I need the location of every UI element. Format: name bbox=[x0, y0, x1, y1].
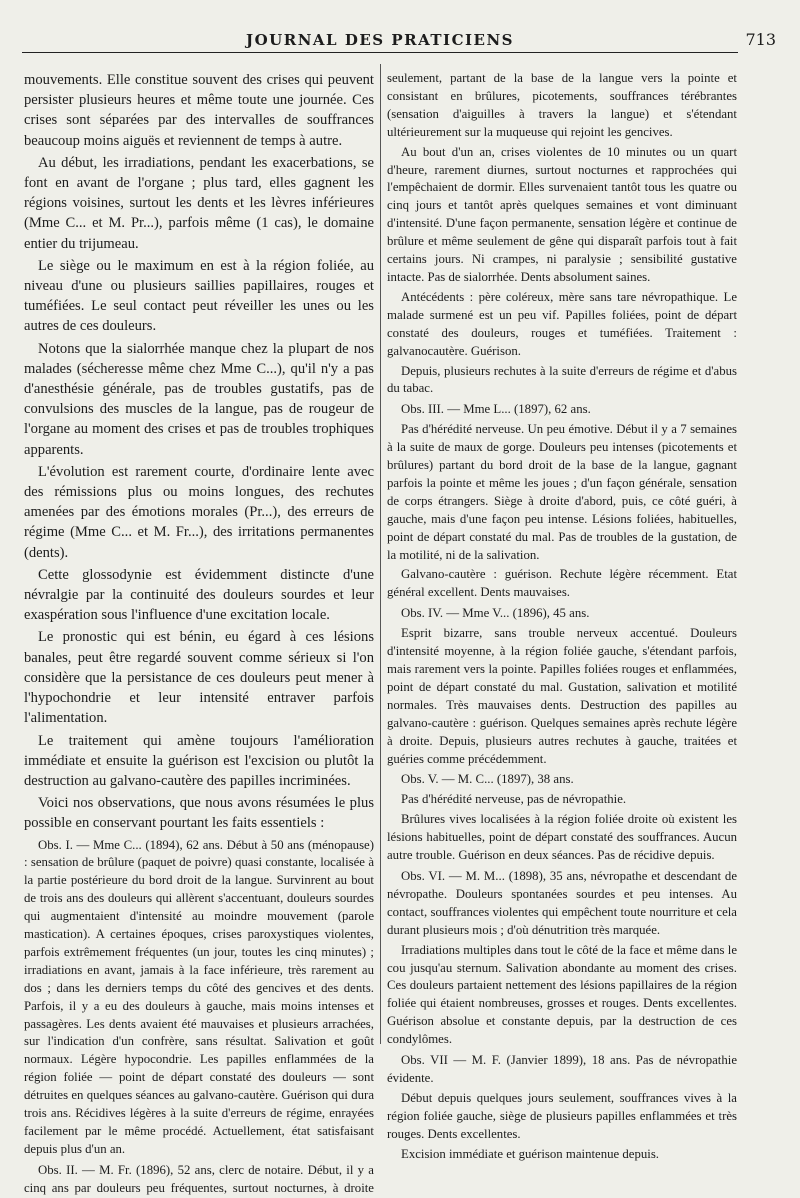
paragraph: Pas d'hérédité nerveuse. Un peu émotive. Début il y a 7 semaines à la suite de maux de gorge. Douleurs peu intenses (picotements et brûlures) partant du bord droit de la base de la langue, gagnant parfois la pointe et même les joues ; d'un façon générale, sensation de corps étrangers. Siège à droite d'abord, puis, ce côté guéri, à gauche, mais d'une façon peu intense. Lésions foliées, habituelles, point de départ constaté du mal. Pas de troubles de la gustation, de la motilité, ni de la salivation. bbox=[387, 422, 737, 562]
paragraph: Le siège ou le maximum en est à la région foliée, au niveau d'une ou plusieurs saillies papillaires, rouges et tuméfiées. Le seul contact peut réveiller les unes ou les autres de ces douleurs. bbox=[24, 257, 374, 335]
observation-paragraph: Obs. VI. — M. M... (1898), 35 ans, névropathe et descendant de névropathe. Douleurs spontanées sourdes et peu intenses. Au contact, souffrances violentes qui empêchent toute nourriture et cela durant plusieurs mois ; d'où dénutrition très marquée. bbox=[387, 868, 737, 937]
paragraph: Le pronostic qui est bénin, eu égard à ces lésions banales, peut être regardé souvent comme sérieux si l'on considère que la persistance de ces douleurs peut mener à l'hypochondrie et leur intensité entraver parfois l'alimentation. bbox=[24, 629, 374, 727]
observation-paragraph: Obs. V. — M. C... (1897), 38 ans. bbox=[401, 772, 574, 787]
right-column bbox=[387, 70, 737, 1161]
column-divider bbox=[380, 64, 381, 1044]
paragraph: Depuis, plusieurs rechutes à la suite d'erreurs de régime et d'abus du tabac. bbox=[387, 363, 737, 396]
paragraph: Brûlures vives localisées à la région foliée droite où existent les lésions habituelles, point de départ constaté des souffrances. Aucun autre trouble. Guérison en deux séances. Pas de récidive depuis. bbox=[387, 812, 737, 863]
page-number: 713 bbox=[745, 30, 776, 49]
paragraph: L'évolution est rarement courte, d'ordinaire lente avec des rémissions plus ou moins longues, des rechutes amenées par des émotions morales (Pr...), des erreurs de régime (Mme C... et M. Fr...), des irritations permanentes (dents). bbox=[24, 463, 374, 561]
paragraph: Début depuis quelques jours seulement, souffrances vives à la région foliée gauche, siège de plusieurs papilles enflammées et très rouges. Dents excellentes. bbox=[387, 1090, 737, 1141]
paragraph: Au début, les irradiations, pendant les exacerbations, se font en avant de l'organe ; plus tard, elles gagnent les régions voisines, surtout les dents et les lèvres inférieures (Mme C... et M. Pr...), parfois même (1 cas), le domaine entier du trijumeau. bbox=[24, 154, 374, 252]
paragraph: Pas d'hérédité nerveuse, pas de névropathie. bbox=[401, 792, 627, 807]
paragraph: Excision immédiate et guérison maintenue depuis. bbox=[401, 1146, 660, 1161]
page-header bbox=[22, 30, 776, 53]
paragraph: Cette glossodynie est évidemment distincte d'une névralgie par la continuité des douleurs sourdes et leur exaspération sous l'influence d'une excitation locale. bbox=[24, 566, 374, 624]
paragraph: Antécédents : père coléreux, mère sans tare névropathique. Le malade surmené est un peu vif. Papilles foliées, point de départ constaté des douleurs, rouges et tuméfiées. Traitement : galvanocautère. Guérison. bbox=[387, 289, 737, 358]
paragraph: Voici nos observations, que nous avons résumées le plus possible en conservant pourtant les faits essentiels : bbox=[24, 795, 374, 832]
paragraph: Irradiations multiples dans tout le côté de la face et même dans le cou jusqu'au sternum. Salivation abondante au moment des crises. Ces douleurs partaient nettement des lésions papillaires de la région foliée qui étaient nombreuses, grosses et rouges. Dents excellentes. Guérison absolue et constante depuis, par la destruction de ces condylômes. bbox=[387, 942, 737, 1047]
running-title: JOURNAL DES PRATICIENS bbox=[246, 31, 514, 49]
paragraph: Esprit bizarre, sans trouble nerveux accentué. Douleurs d'intensité moyenne, à la région foliée gauche, s'étendant parfois, mais rarement vers la pointe. Papilles foliées rouges et enflammées, point de départ constaté du mal. Gustation, salivation et motilité normales. Très mauvaises dents. Destruction des papilles au galvano-cautère : guérison. Quelques semaines après rechute légère à droite. Depuis, plusieurs autres rechutes à gauche, traitées et guéries comme précédemment. bbox=[387, 626, 737, 766]
paragraph: Notons que la sialorrhée manque chez la plupart de nos malades (sécheresse même chez Mme C...), qu'il n'y a pas d'anesthésie générale, pas de troubles gustatifs, pas de convulsions des muscles de la langue, pas de rougeur de l'organe au moment des crises et pas de troubles trophiques apparents. bbox=[24, 340, 374, 458]
paragraph: Le traitement qui amène toujours l'amélioration immédiate et ensuite la guérison est l'excision ou plutôt la destruction au galvano-cautère des papilles incriminées. bbox=[24, 732, 374, 789]
left-column bbox=[24, 70, 374, 1195]
paragraph: seulement, partant de la base de la langue vers la pointe et consistant en brûlures, picotements, souffrances térébrantes (sensation d'aiguilles à travers la langue) et s'étendant ultérieurement sur la muqueuse qui rejoint les gencives. bbox=[387, 71, 737, 139]
observation-paragraph: Obs. II. — M. Fr. (1896), 52 ans, clerc de notaire. Début, il y a cinq ans par douleurs peu fréquentes, surtout nocturnes, à droite bbox=[24, 1162, 374, 1195]
paragraph: mouvements. Elle constitue souvent des crises qui peuvent persister plusieurs heures et même toute une journée. Ces crises sont séparées par des intervalles de souffrances beaucoup moins aiguës et reviennent de temps à autre. bbox=[24, 72, 374, 149]
paragraph: Au bout d'un an, crises violentes de 10 minutes ou un quart d'heure, rarement diurnes, surtout nocturnes et rapprochées qui l'empêchaient de dormir. Elles survenaient tantôt tous les quatre ou cinq jours et tantôt après quelques semaines et vont diminuant d'intensité. D'une façon permanente, sensation légère et continue de brûlure et même seulement de gêne qui disparaît parfois tout à fait certains jours. Ni crampes, ni paralysie ; sensibilité gustative intacte. Pas de sialorrhée. Dents absolument saines. bbox=[387, 144, 737, 284]
paragraph: Galvano-cautère : guérison. Rechute légère récemment. Etat général excellent. Dents mauvaises. bbox=[387, 567, 737, 600]
observation-paragraph: Obs. VII — M. F. (Janvier 1899), 18 ans. Pas de névropathie évidente. bbox=[387, 1053, 737, 1085]
observation-paragraph: Obs. III. — Mme L... (1897), 62 ans. bbox=[401, 402, 591, 417]
observation-paragraph: Obs. I. — Mme C... (1894), 62 ans. Début à 50 ans (ménopause) : sensation de brûlure (paquet de poivre) quasi constante, localisée à la partie postérieure du bord droit de la langue. Survinrent au bout de trois ans des douleurs qui allèrent s'accentuant, douleurs sourdes qui augmentaient d'intensité au moindre mouvement (parole mastication). A certaines époques, crises paroxystiques violentes, parfois extrêmement fréquentes (un jour, toutes les cinq minutes) ; irradiations en avant, jamais à la face inférieure, très rarement au dos ; dans les derniers temps du côté des gencives et des dents. Parfois, il y a eu des douleurs à gauche, mais moins intenses et passagères. Les dents avaient été mauvaises et plusieurs arrachées, sur l'indication d'un confrère, sans résultat. Salivation et goût normaux. Légère hypocondrie. Les papilles enflammées de la région foliée — point de départ constaté des douleurs — sont détruites en quelques séances au galvano-cautère. Guérison qui dura trois ans. Récidives légères à la suite d'erreurs de régime, enrayées facilement par le même procédé. Actuellement, état satisfaisant depuis plus d'un an. bbox=[24, 837, 374, 1156]
observation-paragraph: Obs. IV. — Mme V... (1896), 45 ans. bbox=[401, 606, 590, 621]
